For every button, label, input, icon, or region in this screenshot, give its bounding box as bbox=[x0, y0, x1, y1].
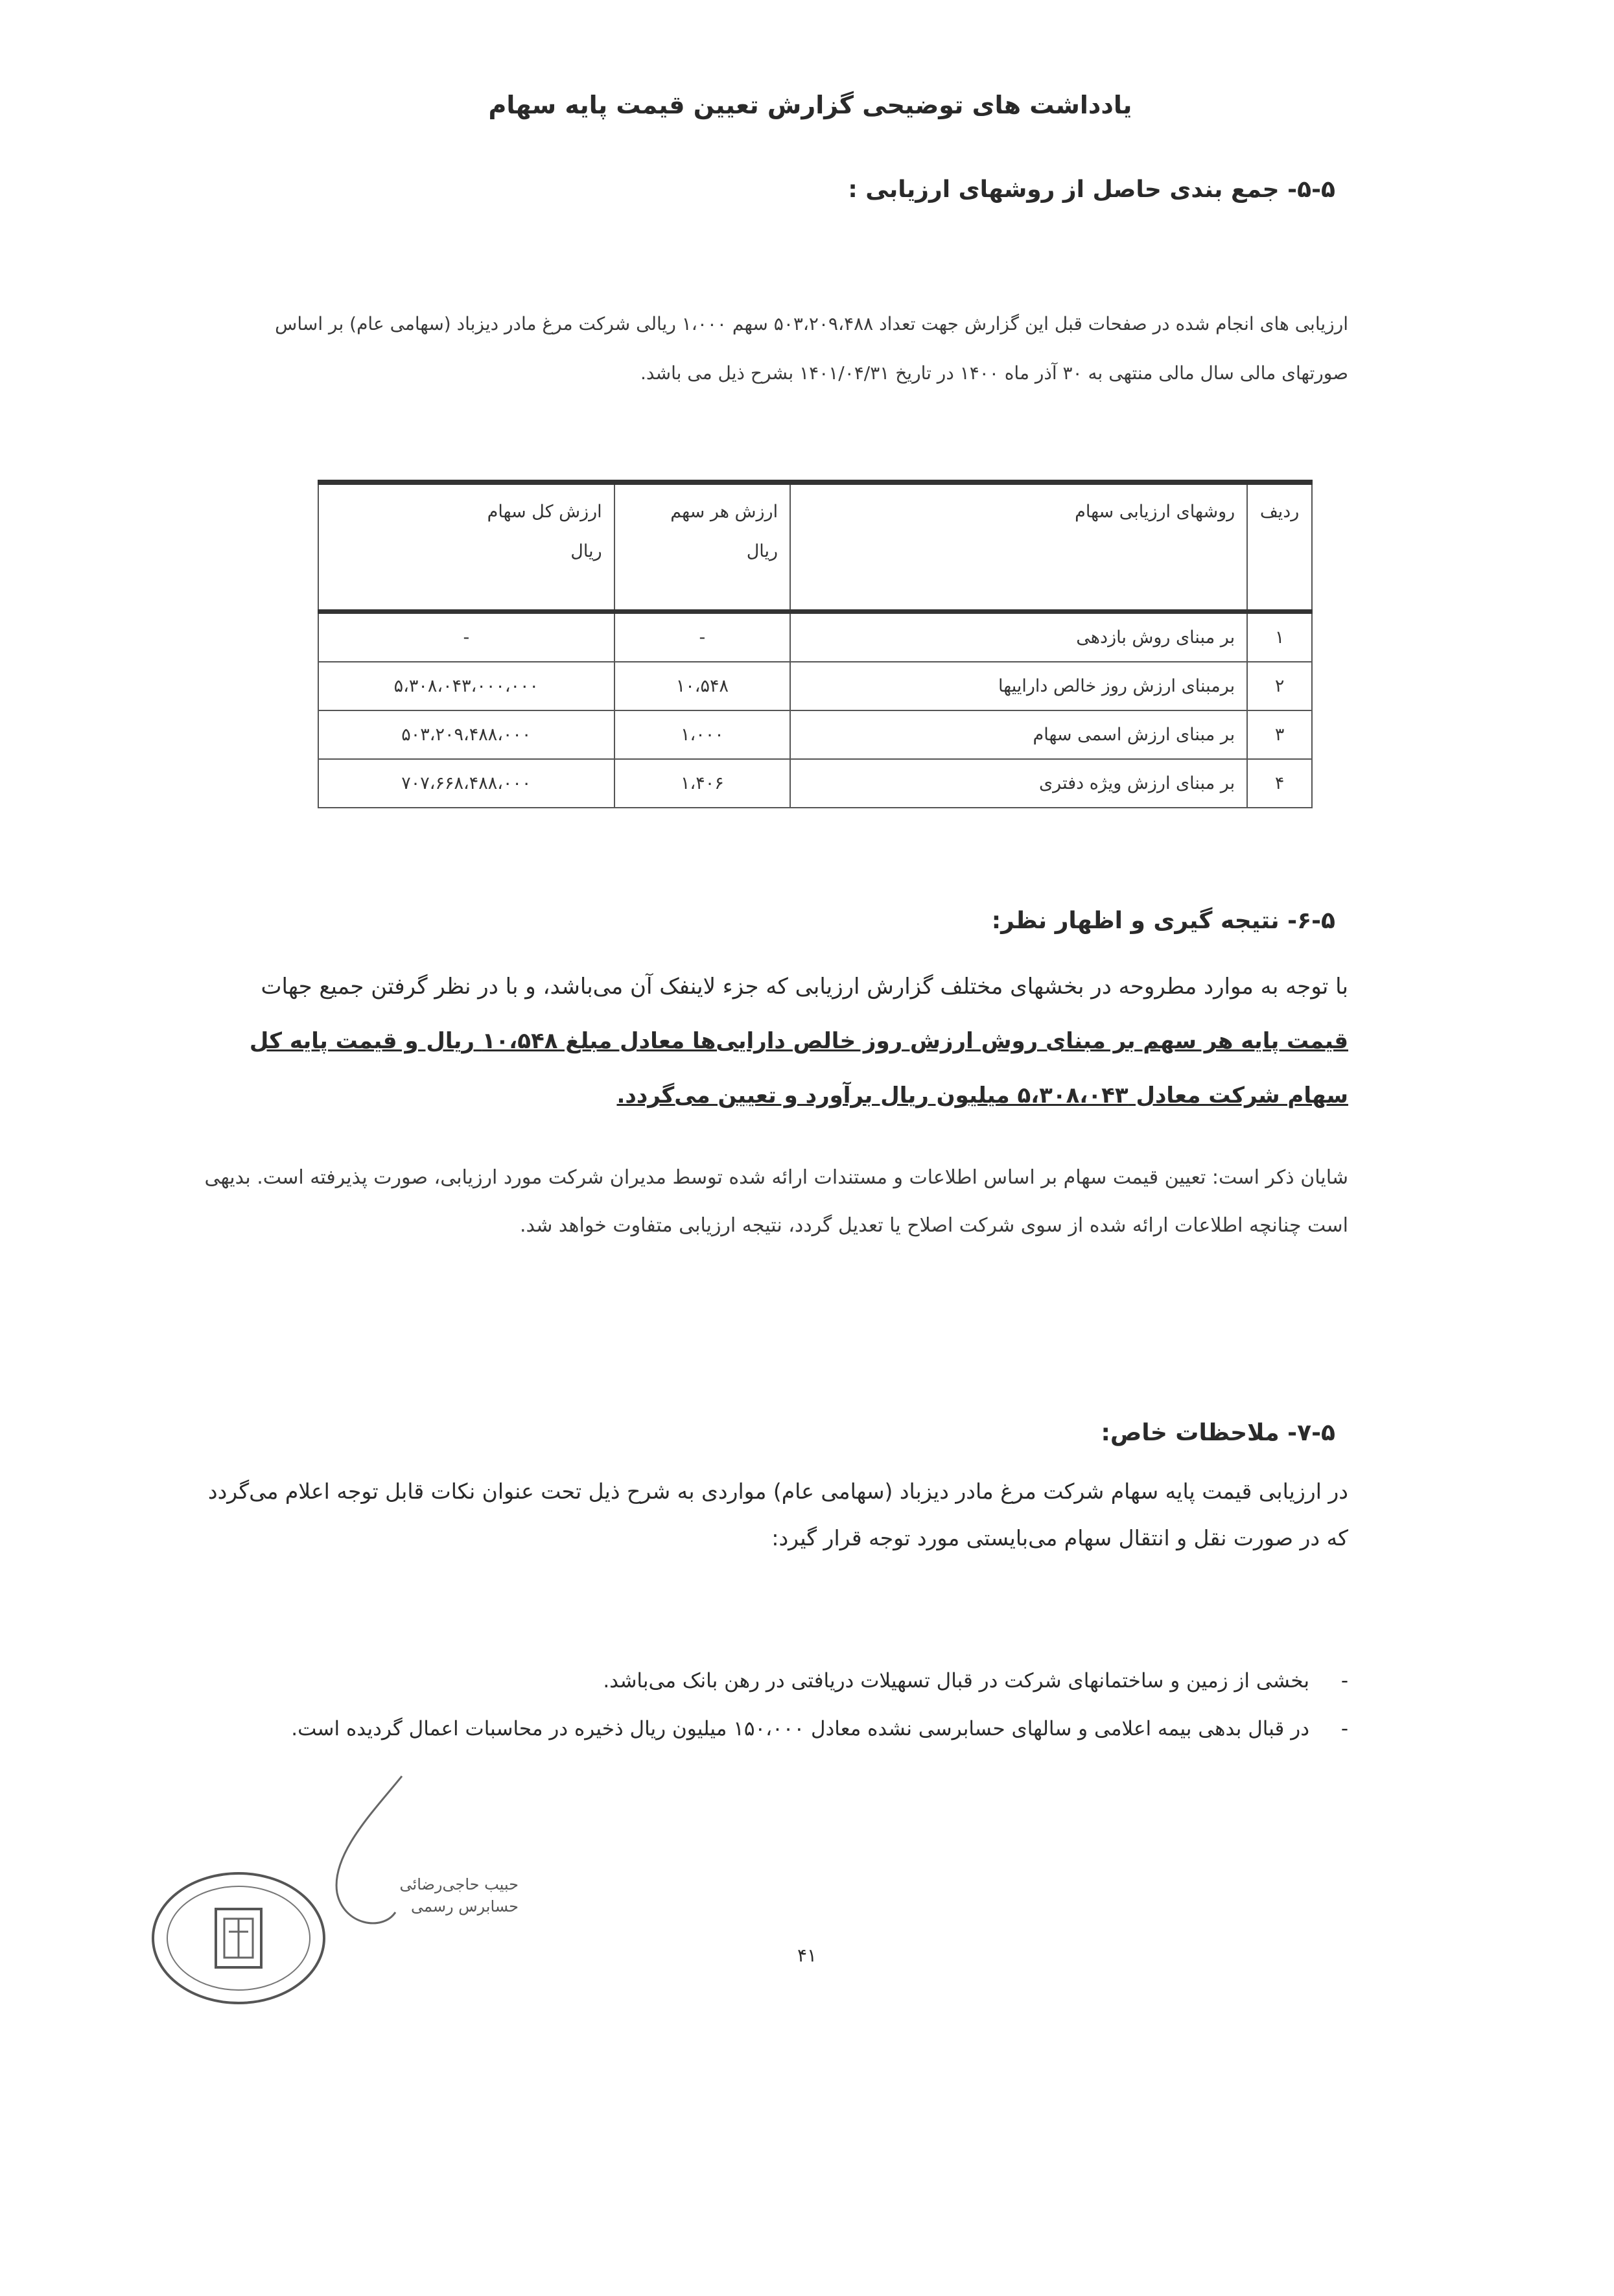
row-per-share: ۱۰،۵۴۸ bbox=[614, 662, 790, 710]
row-index: ۳ bbox=[1247, 710, 1312, 759]
row-method: بر مبنای ارزش اسمی سهام bbox=[790, 710, 1247, 759]
page-number: ۴۱ bbox=[797, 1945, 817, 1966]
table-row bbox=[318, 612, 1312, 662]
header-total-label: ارزش کل سهام bbox=[487, 502, 602, 522]
header-total bbox=[318, 482, 614, 612]
header-total-unit: ریال bbox=[570, 541, 602, 561]
row-total: ۷۰۷،۶۶۸،۴۸۸،۰۰۰ bbox=[318, 759, 614, 808]
row-method: بر مبنای ارزش ویژه دفتری bbox=[790, 759, 1247, 808]
dash-bullet-icon: - bbox=[1340, 1717, 1348, 1740]
row-total: - bbox=[318, 612, 614, 662]
row-per-share: ۱،۰۰۰ bbox=[614, 710, 790, 759]
header-per-share-label: ارزش هر سهم bbox=[670, 502, 778, 522]
header-per-share bbox=[614, 482, 790, 612]
header-index: ردیف bbox=[1247, 482, 1312, 612]
table-row bbox=[318, 710, 1312, 759]
row-index: ۴ bbox=[1247, 759, 1312, 808]
section-5-7-heading: ۷-۵- ملاحظات خاص: bbox=[1101, 1420, 1335, 1446]
row-per-share: ۱،۴۰۶ bbox=[614, 759, 790, 808]
row-method: بر مبنای روش بازدهی bbox=[790, 612, 1247, 662]
seal-caption: حسابرس رسمی bbox=[411, 1897, 519, 1915]
row-index: ۲ bbox=[1247, 662, 1312, 710]
row-index: ۱ bbox=[1247, 612, 1312, 662]
conclusion-text: با توجه به موارد مطروحه در بخشهای مختلف گزارش ارزیابی که جزء لاینفک آن می‌باشد، و با در نظر گرفتن جمیع جهات bbox=[261, 974, 1348, 1000]
list-item bbox=[246, 1659, 1348, 1702]
header-method: روشهای ارزیابی سهام bbox=[790, 482, 1247, 612]
special-considerations-text: در ارزیابی قیمت پایه سهام شرکت مرغ مادر دیزباد (سهامی عام) مواردی به شرح ذیل تحت عنوان نکات قابل توجه اعلام می‌گردد که در صورت نقل و انتقال سهام می‌بایستی مورد توجه قرار گیرد: bbox=[207, 1479, 1348, 1551]
conclusion-highlight: قیمت پایه هر سهم بر مبنای روش ارزش روز خالص دارایی‌ها معادل مبلغ ۱۰،۵۴۸ ریال و قیمت پایه کل سهام شرکت معادل ۵،۳۰۸،۰۴۳ میلیون ریال برآورد و تعیین می‌گردد. bbox=[249, 1028, 1348, 1108]
row-total: ۵۰۳،۲۰۹،۴۸۸،۰۰۰ bbox=[318, 710, 614, 759]
row-method: برمبنای ارزش روز خالص داراییها bbox=[790, 662, 1247, 710]
list-item bbox=[246, 1707, 1348, 1750]
header-per-share-unit: ریال bbox=[746, 541, 778, 561]
signature-name: حبیب حاجی‌رضائی bbox=[399, 1875, 519, 1893]
dash-bullet-icon: - bbox=[1340, 1669, 1348, 1693]
signature-block bbox=[324, 1873, 519, 1917]
section-5-5-intro: ارزیابی های انجام شده در صفحات قبل این گزارش جهت تعداد ۵۰۳،۲۰۹،۴۸۸ سهم ۱،۰۰۰ ریالی شرکت مرغ مادر دیزباد (سهامی عام) بر اساس صورتهای مالی سال مالی منتهی به ۳۰ آذر ماه ۱۴۰۰ در تاریخ ۱۴۰۱/۰۴/۳۱ بشرح ذیل می باشد. bbox=[275, 313, 1348, 384]
table-row bbox=[318, 759, 1312, 808]
section-5-6-heading: ۶-۵- نتیجه گیری و اظهار نظر: bbox=[991, 908, 1335, 934]
list-item-text: در قبال بدهی بیمه اعلامی و سالهای حسابرسی نشده معادل ۱۵۰،۰۰۰ میلیون ریال ذخیره در محاسبات اعمال گردیده است. bbox=[291, 1717, 1309, 1740]
official-seal-icon bbox=[148, 1867, 329, 2009]
row-total: ۵،۳۰۸،۰۴۳،۰۰۰،۰۰۰ bbox=[318, 662, 614, 710]
valuation-table bbox=[318, 480, 1313, 808]
table-row bbox=[318, 662, 1312, 710]
disclaimer-note: شایان ذکر است: تعیین قیمت سهام بر اساس اطلاعات و مستندات ارائه شده توسط مدیران شرکت مورد ارزیابی، صورت پذیرفته است. بدیهی است چنانچه اطلاعات ارائه شده از سوی شرکت اصلاح یا تعدیل گردد، نتیجه ارزیابی متفاوت خواهد شد. bbox=[204, 1166, 1348, 1237]
list-item-text: بخشی از زمین و ساختمانهای شرکت در قبال تسهیلات دریافتی در رهن بانک می‌باشد. bbox=[603, 1669, 1309, 1693]
special-considerations-list bbox=[246, 1659, 1348, 1755]
conclusion-paragraph bbox=[194, 959, 1348, 1123]
section-5-5-heading: ۵-۵- جمع بندی حاصل از روشهای ارزیابی : bbox=[848, 176, 1335, 203]
page-title: یادداشت های توضیحی گزارش تعیین قیمت پایه سهام bbox=[488, 91, 1132, 119]
row-per-share: - bbox=[614, 612, 790, 662]
table-header-row bbox=[318, 482, 1312, 612]
